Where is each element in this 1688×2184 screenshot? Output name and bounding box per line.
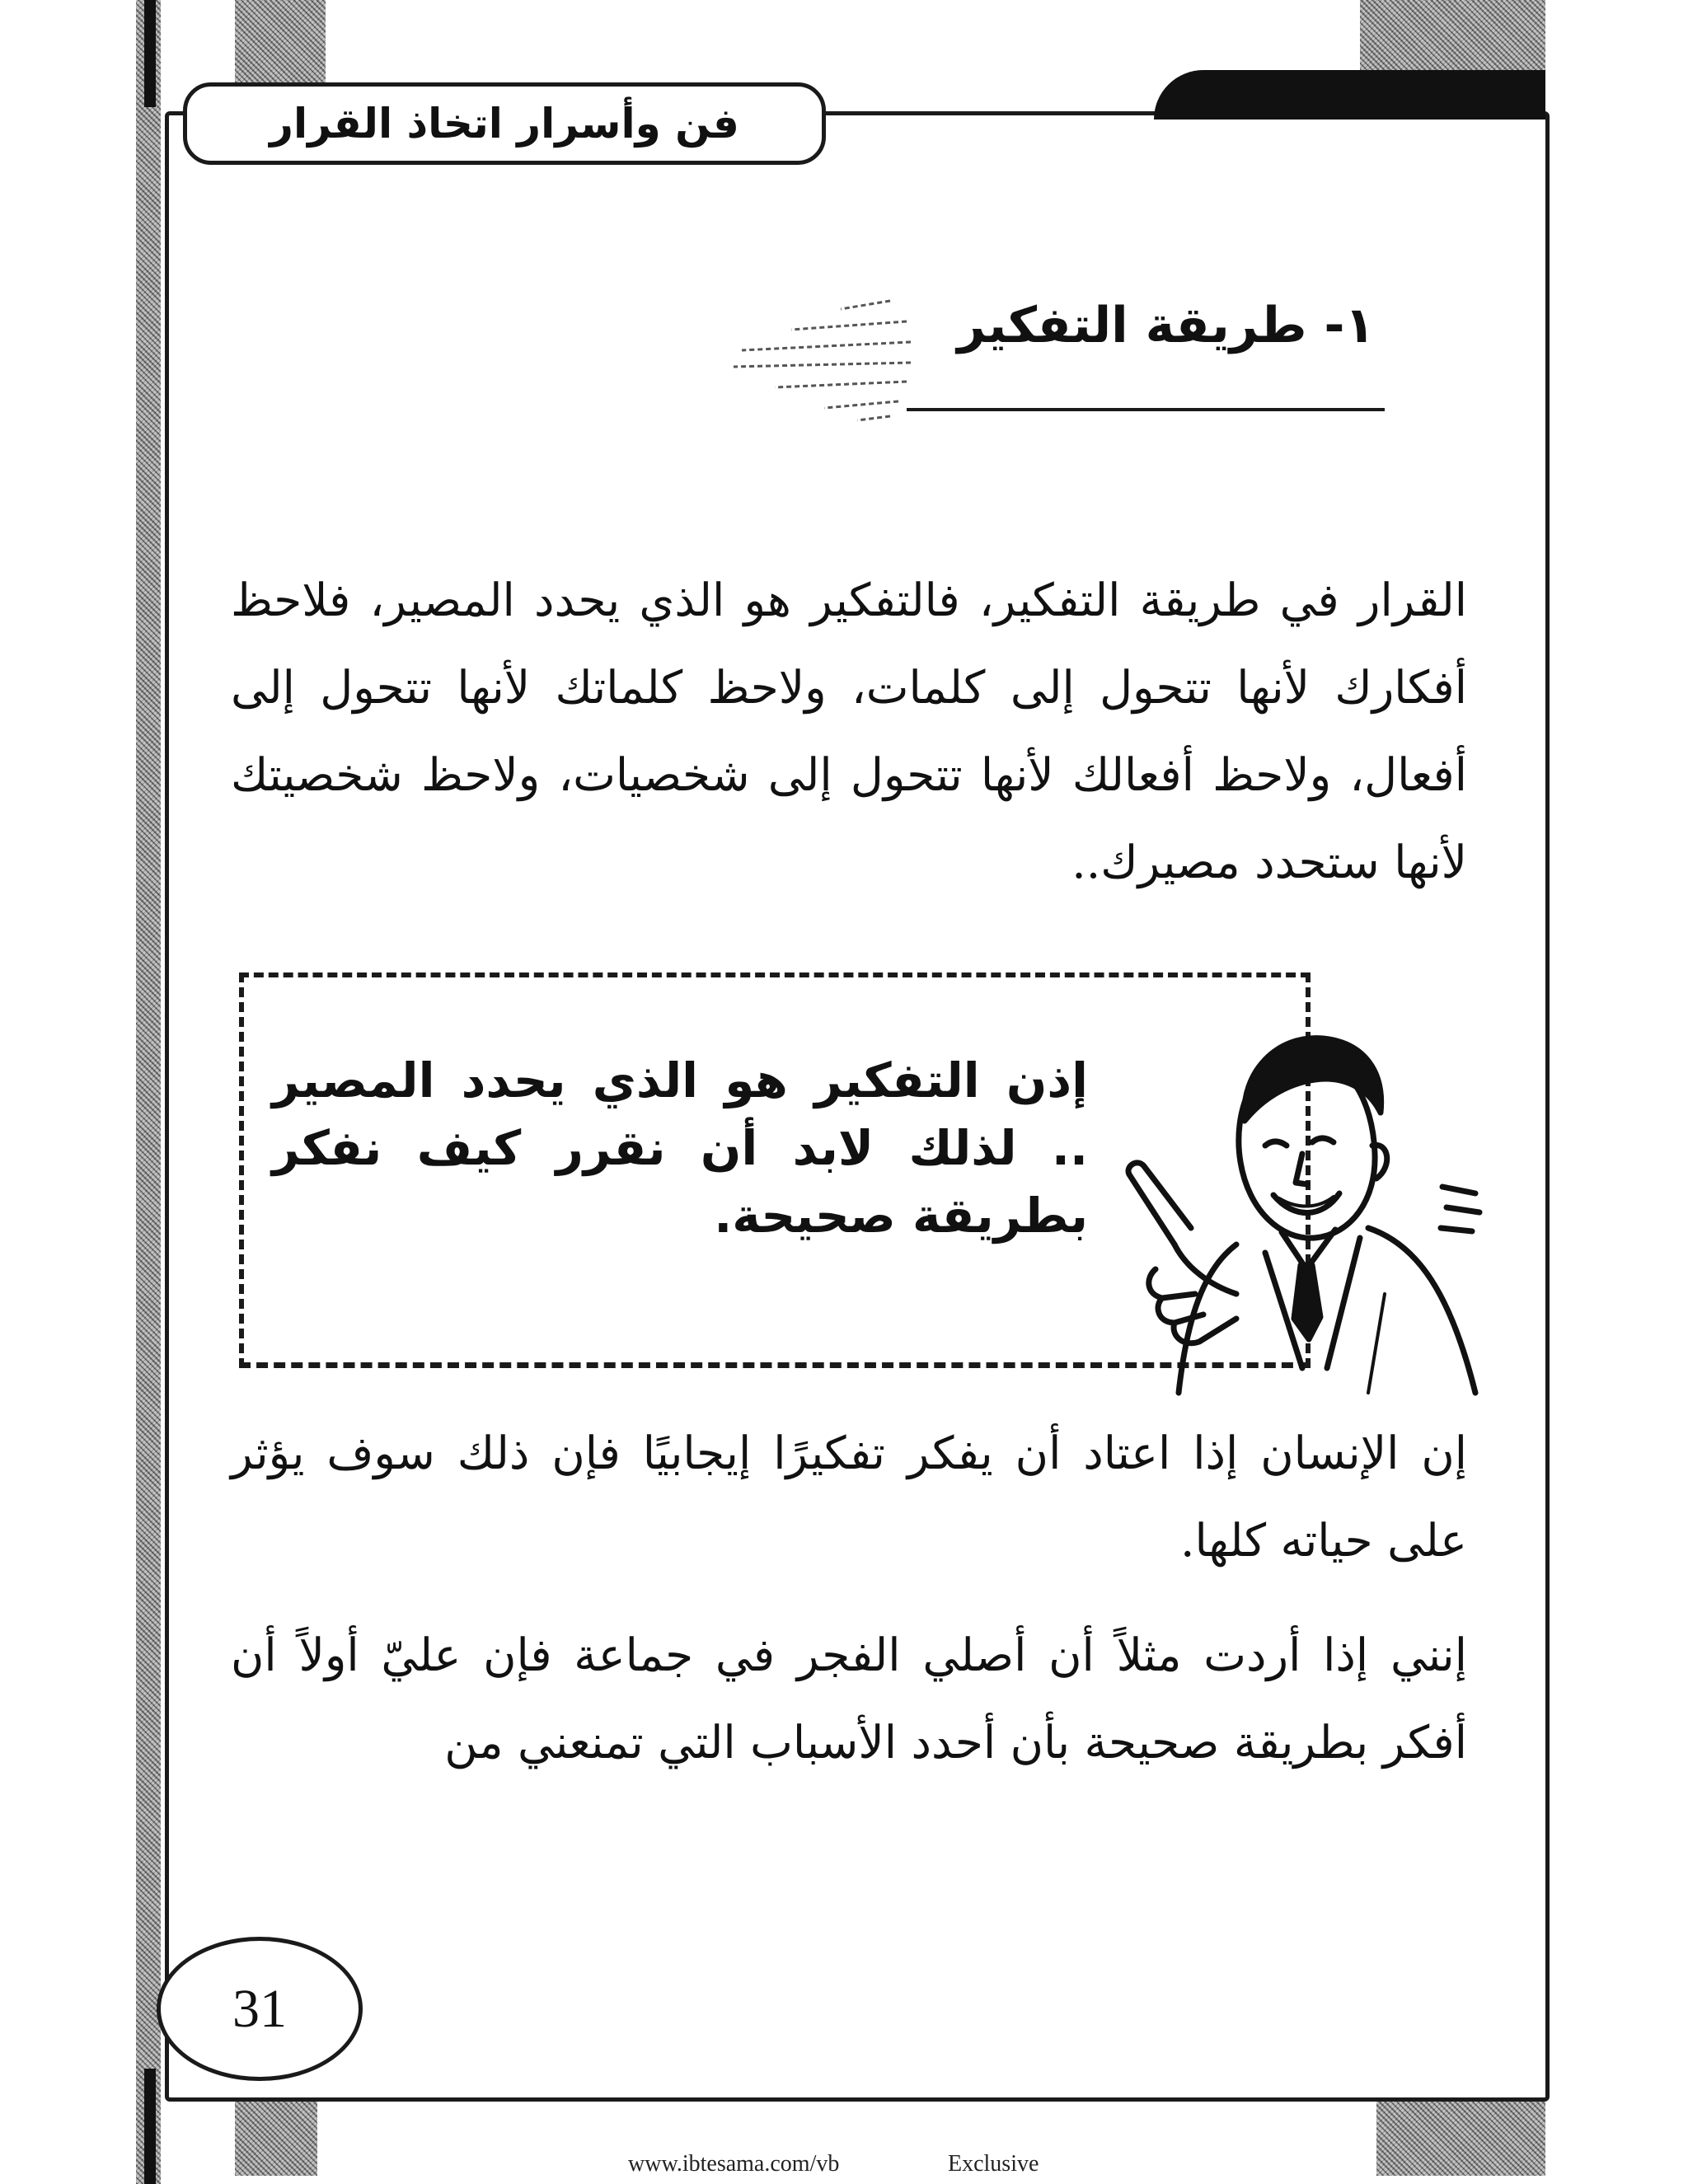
page-number-badge xyxy=(157,1937,363,2081)
positive-thinking-paragraph: إن الإنسان إذا اعتاد أن يفكر تفكيرًا إيجابيًا فإن ذلك سوف يؤثر على حياته كلها. xyxy=(231,1427,1467,1567)
pointing-man-illustration-icon xyxy=(1096,1022,1508,1401)
footer-label: Exclusive xyxy=(948,2151,1039,2177)
bottom-left-texture xyxy=(235,2097,317,2176)
page-number: 31 xyxy=(232,1978,287,2039)
section-title: ١- طريقة التفكير xyxy=(957,297,1375,354)
header-corner-decoration xyxy=(1154,70,1545,120)
left-edge-texture xyxy=(136,0,161,2184)
speed-lines-icon xyxy=(725,284,915,424)
top-right-texture xyxy=(1360,0,1545,70)
example-paragraph: إنني إذا أردت مثلاً أن أصلي الفجر في جماعة فإن عليّ أولاً أن أفكر بطريقة صحيحة بأن أحدد الأسباب التي تمنعني من xyxy=(231,1629,1467,1769)
left-edge-bar-bottom xyxy=(144,2069,156,2184)
bottom-right-texture xyxy=(1376,2097,1545,2176)
top-left-texture xyxy=(235,0,326,82)
left-edge-bar xyxy=(144,0,156,107)
book-title: فن وأسرار اتخاذ القرار xyxy=(270,100,739,148)
intro-paragraph: القرار في طريقة التفكير، فالتفكير هو الذي يحدد المصير، فلاحظ أفكارك لأنها تتحول إلى كلمات، ولاحظ كلماتك لأنها تتحول إلى أفعال، ولاحظ أفعالك لأنها تتحول إلى شخصيات، ولاحظ شخصيتك لأنها ستحدد مصيرك.. xyxy=(231,574,1467,888)
callout-text: إذن التفكير هو الذي يحدد المصير .. لذلك لابد أن نقرر كيف نفكر بطريقة صحيحة. xyxy=(272,1052,1088,1244)
running-header xyxy=(183,82,826,165)
footer-website[interactable]: www.ibtesama.com/vb xyxy=(628,2151,840,2177)
section-title-underline xyxy=(907,408,1385,411)
